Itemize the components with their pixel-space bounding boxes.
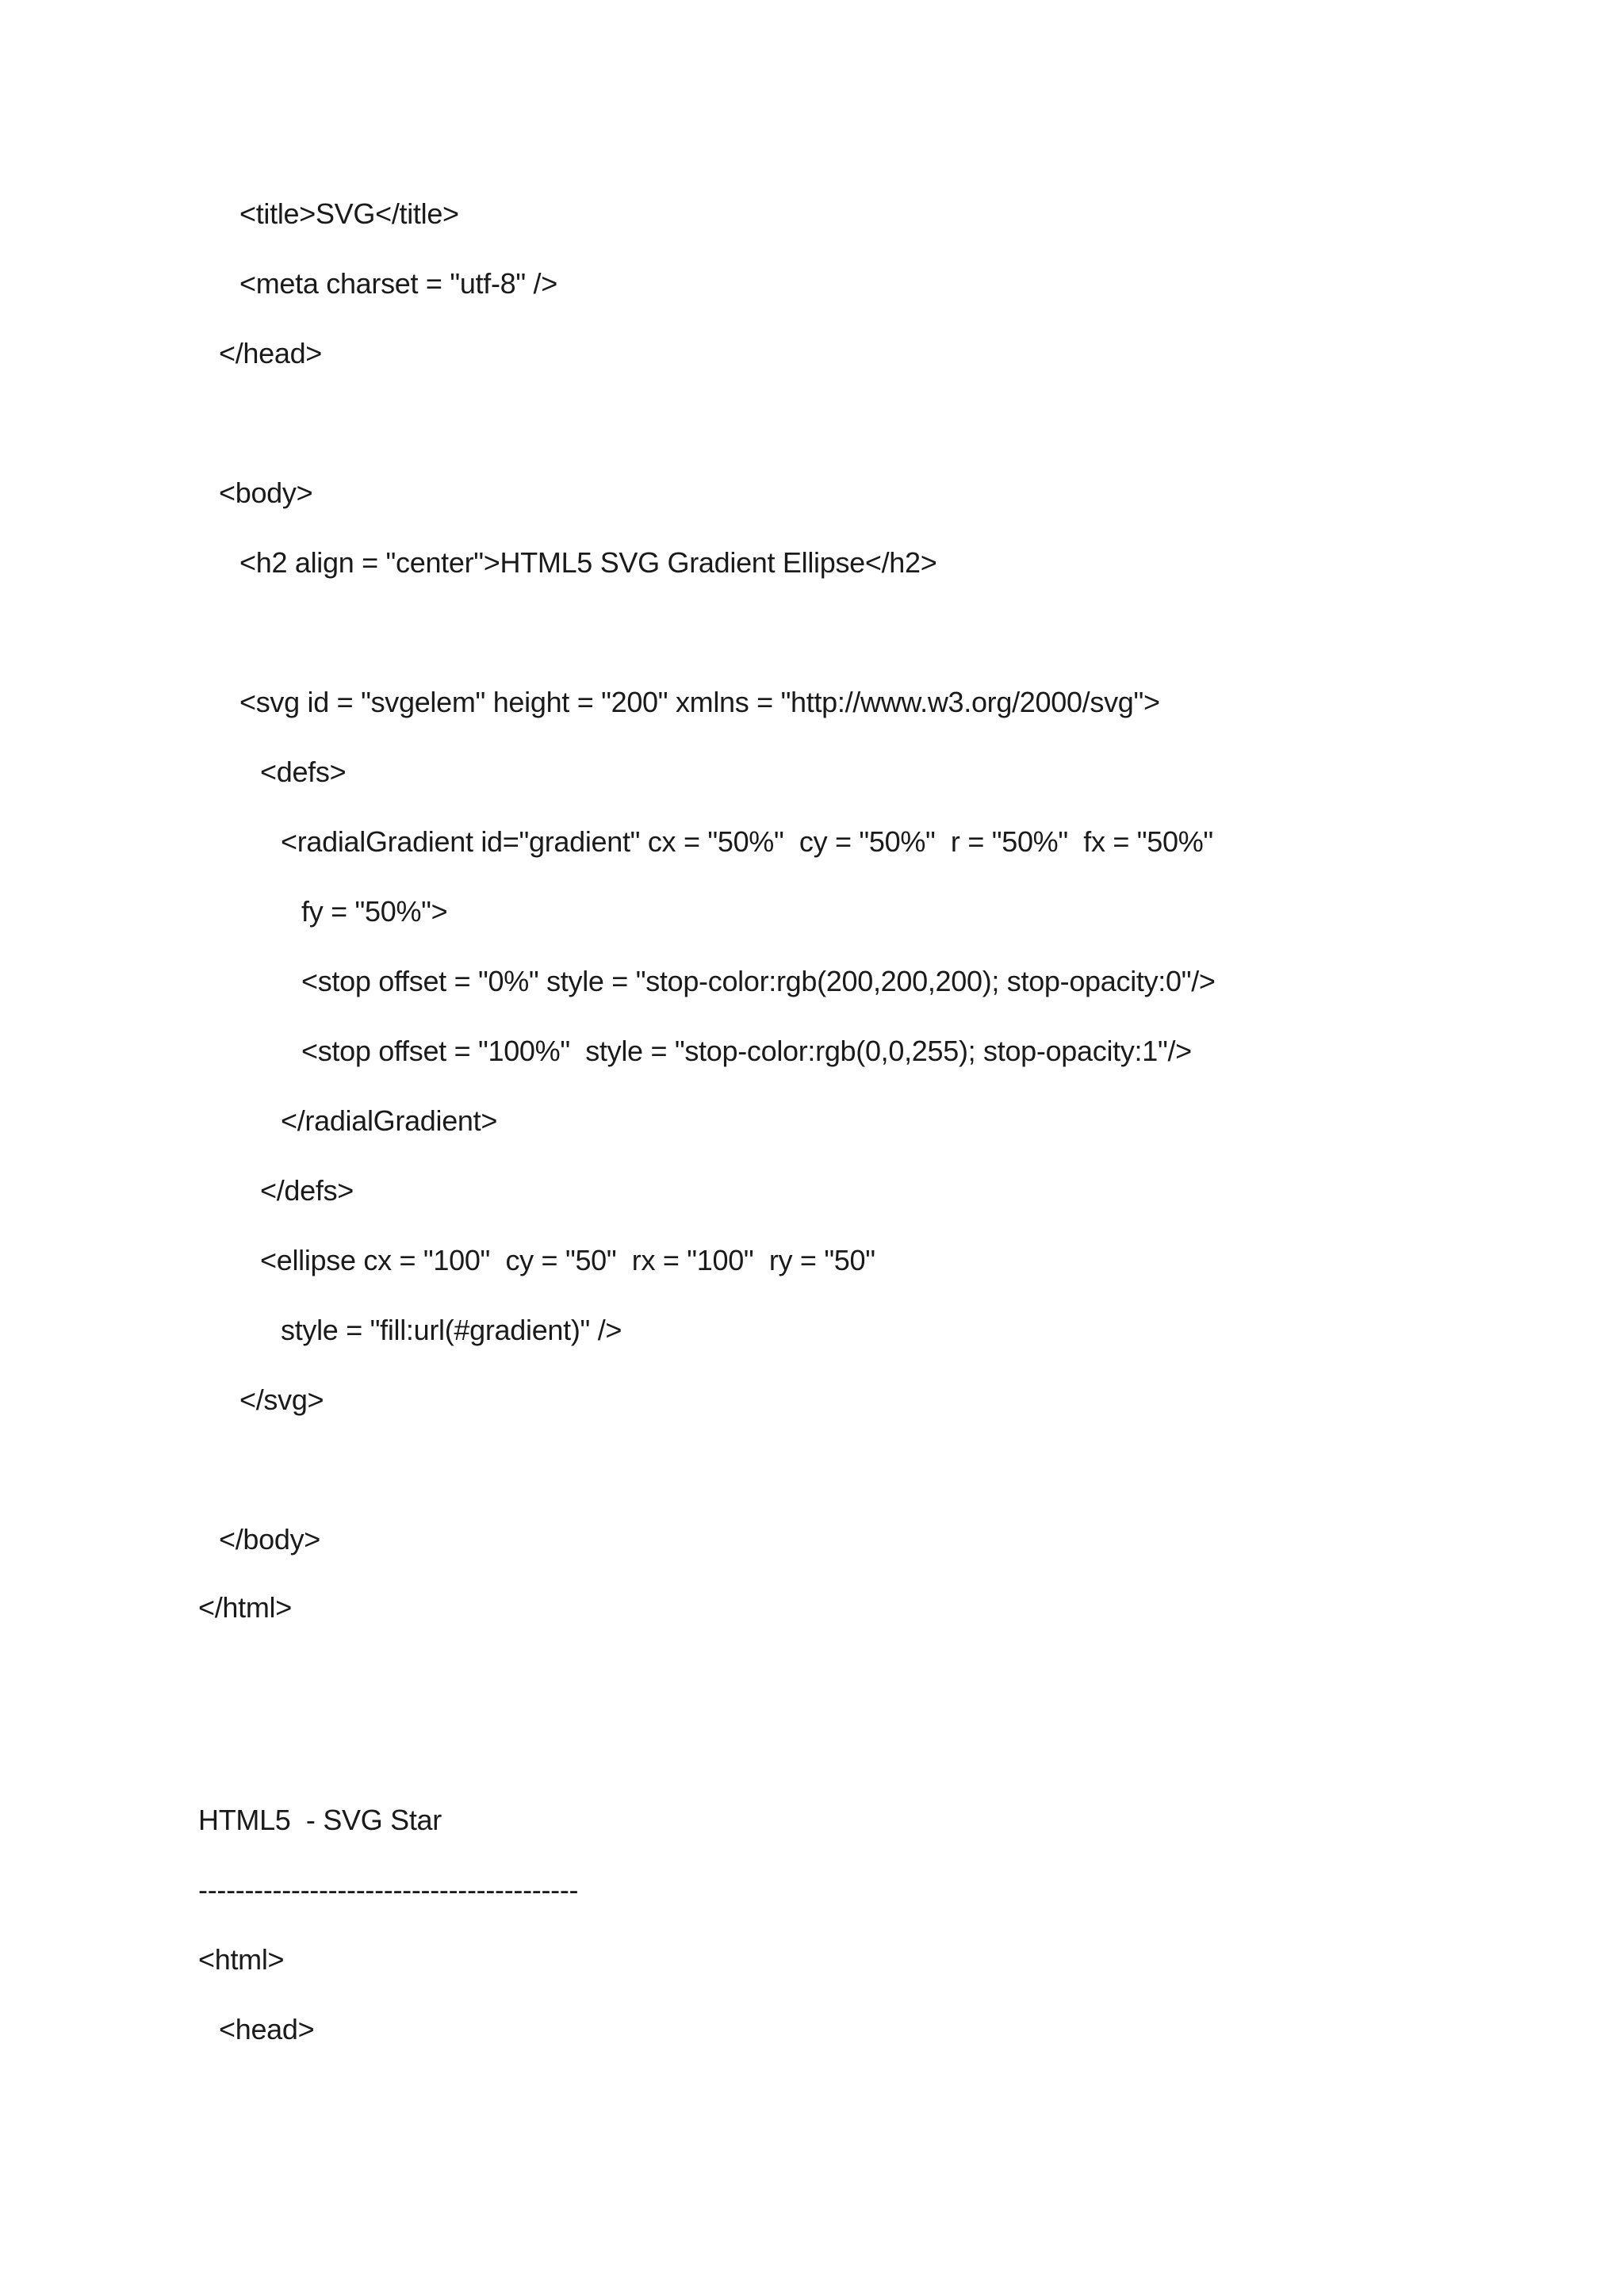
code-line-ellipse: <ellipse cx = "100" cy = "50" rx = "100" ry = "50"	[260, 1244, 875, 1276]
code-line-title: <title>SVG</title>	[239, 197, 459, 230]
code-line-radial-gradient-cont: fy = "50%">	[301, 895, 448, 928]
code-line-svg-open: <svg id = "svgelem" height = "200" xmlns = "http://www.w3.org/2000/svg">	[239, 686, 1160, 718]
code-line-head-open: <head>	[219, 2013, 315, 2045]
code-line-stop-100: <stop offset = "100%" style = "stop-color:rgb(0,0,255); stop-opacity:1"/>	[301, 1035, 1192, 1067]
code-line-defs-close: </defs>	[260, 1174, 354, 1207]
code-line-radial-gradient-close: </radialGradient>	[281, 1104, 498, 1137]
code-line-meta: <meta charset = "utf-8" />	[239, 267, 557, 300]
code-line-stop-0: <stop offset = "0%" style = "stop-color:rgb(200,200,200); stop-opacity:0"/>	[301, 965, 1216, 997]
code-line-radial-gradient: <radialGradient id="gradient" cx = "50%" cy = "50%" r = "50%" fx = "50%"	[281, 825, 1213, 858]
code-line-body-close: </body>	[219, 1523, 321, 1556]
code-line-body-open: <body>	[219, 476, 313, 509]
section-heading-svg-star: HTML5 - SVG Star	[198, 1804, 442, 1836]
code-line-html-close: </html>	[198, 1591, 292, 1624]
code-line-h2: <h2 align = "center">HTML5 SVG Gradient Ellipse</h2>	[239, 546, 937, 579]
section-divider: -----------------------------------------	[198, 1873, 579, 1906]
code-line-head-close: </head>	[219, 337, 323, 369]
code-line-svg-close: </svg>	[239, 1383, 324, 1416]
code-line-ellipse-style: style = "fill:url(#gradient)" />	[281, 1314, 622, 1346]
code-line-defs-open: <defs>	[260, 756, 347, 788]
code-line-html-open: <html>	[198, 1943, 285, 1976]
